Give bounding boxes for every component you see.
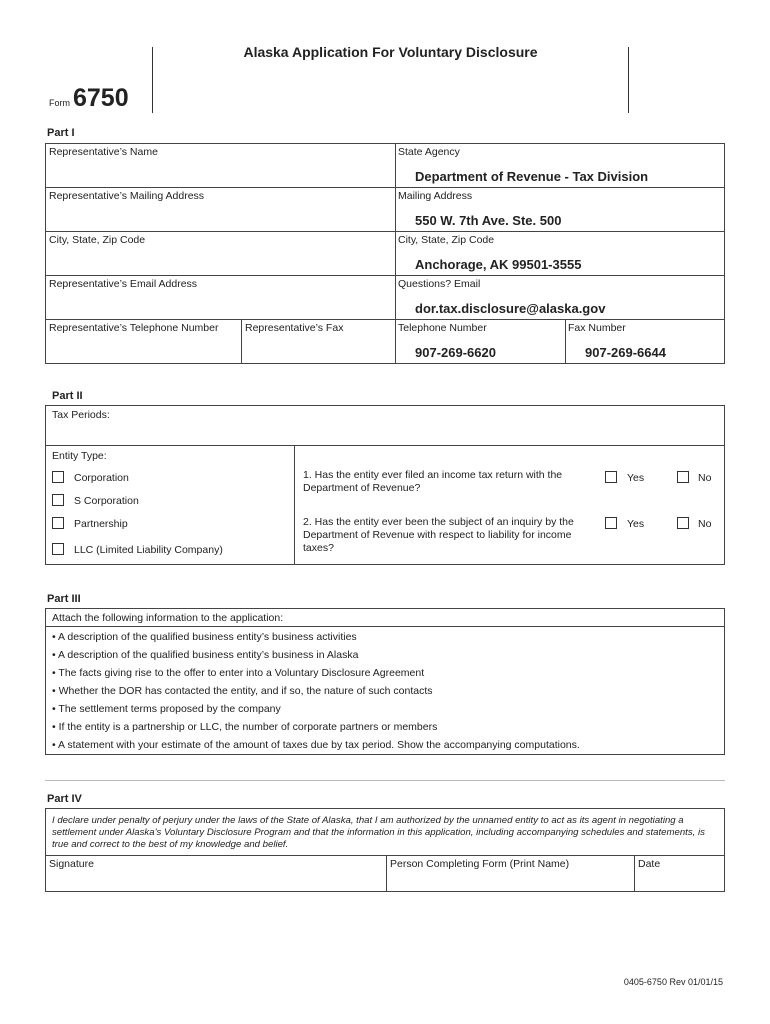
part1-row-line <box>45 319 725 320</box>
fax-value: 907-269-6644 <box>585 345 666 360</box>
q1-yes-label: Yes <box>627 472 645 484</box>
part3-heading: Part III <box>47 593 81 605</box>
rep-phone-label: Representative’s Telephone Number <box>49 322 219 334</box>
signature-label: Signature <box>49 858 94 870</box>
rep-city-label: City, State, Zip Code <box>49 234 146 246</box>
rep-email-field[interactable] <box>46 292 394 318</box>
state-agency-label: State Agency <box>398 146 460 158</box>
mailing-label: Mailing Address <box>398 190 473 202</box>
list-item: • A statement with your estimate of the amount of taxes due by tax period. Show the accompanying computations. <box>52 739 580 751</box>
city-label: City, State, Zip Code <box>398 234 495 246</box>
email-value: dor.tax.disclosure@alaska.gov <box>415 301 606 316</box>
form-label: Form <box>49 98 70 108</box>
part1-fax-divider <box>565 319 566 364</box>
part1-row-line <box>45 187 725 188</box>
questions-label: Questions? Email <box>398 278 481 290</box>
phone-label: Telephone Number <box>398 322 487 334</box>
part1-row-line <box>45 275 725 276</box>
part4-heading: Part IV <box>47 793 82 805</box>
part3-intro: Attach the following information to the application: <box>52 612 284 624</box>
rep-name-field[interactable] <box>46 160 394 186</box>
rep-mailing-field[interactable] <box>46 204 394 230</box>
section-divider <box>45 780 725 781</box>
tax-periods-field[interactable] <box>120 408 720 442</box>
s-corporation-label: S Corporation <box>74 495 139 507</box>
q2-no-label: No <box>698 518 712 530</box>
q1-yes-checkbox[interactable] <box>605 471 617 483</box>
q2-no-checkbox[interactable] <box>677 517 689 529</box>
form-title: Alaska Application For Voluntary Disclosure <box>243 44 538 60</box>
partnership-checkbox[interactable] <box>52 517 64 529</box>
rep-fax-label: Representative’s Fax <box>245 322 344 334</box>
phone-value: 907-269-6620 <box>415 345 496 360</box>
date-label: Date <box>638 858 661 870</box>
rep-name-label: Representative’s Name <box>49 146 158 158</box>
question-2: 2. Has the entity ever been the subject of an inquiry by the Department of Revenue with respect to liability for income taxes? <box>303 516 574 554</box>
list-item: • Whether the DOR has contacted the entity, and if so, the nature of such contacts <box>52 685 433 697</box>
part1-row-line <box>45 231 725 232</box>
llc-checkbox[interactable] <box>52 543 64 555</box>
part2-col-divider <box>294 445 295 565</box>
list-item: • A description of the qualified business entity’s business in Alaska <box>52 649 359 661</box>
declaration-text: I declare under penalty of perjury under the laws of the State of Alaska, that I am authorized by the unnamed entity to act as its agent in negotiating a settlement under Alaska’s Voluntary Disclosure Program and that the information in this application, including accompanying schedules and statements, is true and correct to the best of my knowledge and belief. <box>52 815 705 850</box>
list-item: • A description of the qualified business entity’s business activities <box>52 631 357 643</box>
part2-heading: Part II <box>52 390 83 402</box>
fax-label: Fax Number <box>568 322 626 334</box>
form-number: 6750 <box>73 84 129 112</box>
tax-periods-label: Tax Periods: <box>52 409 110 421</box>
state-agency-value: Department of Revenue - Tax Division <box>415 169 649 184</box>
rep-city-field[interactable] <box>46 248 394 274</box>
person-name-label: Person Completing Form (Print Name) <box>390 858 570 870</box>
corporation-label: Corporation <box>74 472 129 484</box>
q2-yes-label: Yes <box>627 518 645 530</box>
entity-type-label: Entity Type: <box>52 450 107 462</box>
question-1: 1. Has the entity ever filed an income tax return with the Department of Revenue? <box>303 469 563 494</box>
header-divider-right <box>628 47 629 113</box>
list-item: • The facts giving rise to the offer to enter into a Voluntary Disclosure Agreement <box>52 667 425 679</box>
s-corporation-checkbox[interactable] <box>52 494 64 506</box>
partnership-label: Partnership <box>74 518 128 530</box>
rep-phone-field[interactable] <box>46 336 240 363</box>
q1-no-label: No <box>698 472 712 484</box>
corporation-checkbox[interactable] <box>52 471 64 483</box>
city-value: Anchorage, AK 99501-3555 <box>415 257 582 272</box>
part4-row-line <box>45 855 725 856</box>
date-field[interactable] <box>635 872 724 891</box>
q1-no-checkbox[interactable] <box>677 471 689 483</box>
person-name-field[interactable] <box>387 872 633 891</box>
list-item: • If the entity is a partnership or LLC, the number of corporate partners or members <box>52 721 438 733</box>
mailing-value: 550 W. 7th Ave. Ste. 500 <box>415 213 562 228</box>
part1-col-divider <box>395 143 396 364</box>
part2-row-line <box>45 445 725 446</box>
signature-field[interactable] <box>46 872 385 891</box>
part3-row-line <box>45 626 725 627</box>
form-revision: 0405-6750 Rev 01/01/15 <box>623 977 723 987</box>
llc-label: LLC (Limited Liability Company) <box>74 544 223 556</box>
part1-heading: Part I <box>47 127 75 139</box>
rep-email-label: Representative’s Email Address <box>49 278 198 290</box>
rep-fax-field[interactable] <box>242 336 394 363</box>
rep-mailing-label: Representative’s Mailing Address <box>49 190 205 202</box>
list-item: • The settlement terms proposed by the company <box>52 703 281 715</box>
q2-yes-checkbox[interactable] <box>605 517 617 529</box>
